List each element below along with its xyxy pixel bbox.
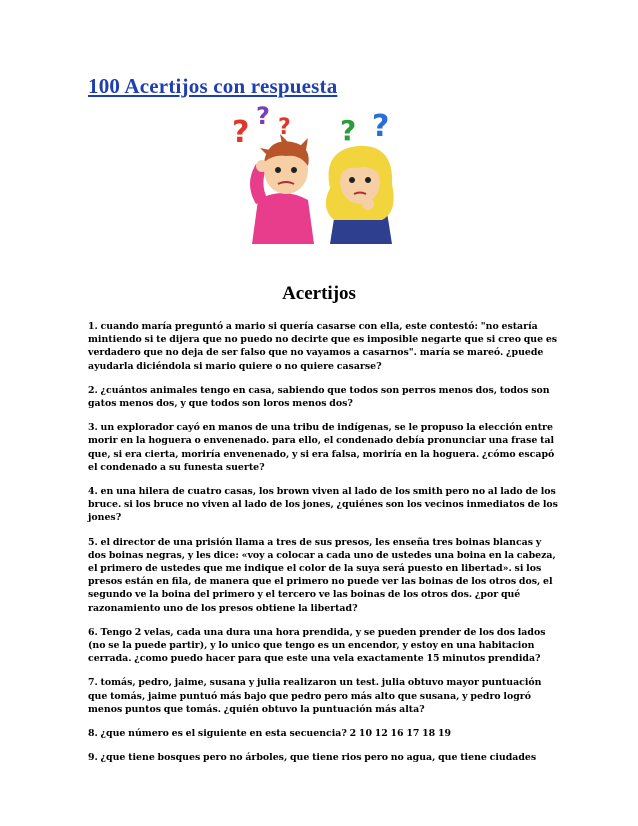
svg-text:?: ? [340, 114, 357, 147]
riddle-item: 5. el director de una prisión llama a tres de sus presos, les enseña tres boinas blancas y dos boinas negras, y les dice: «voy a colocar a cada uno de ustedes una boina en la cabeza, el primero de ustedes que me indique el color de la suya será puesto en libertad». si los presos están en fila, de manera que el primero no puede ver las boinas de los otros dos, el segundo ve la boina del primero y el tercero ve las boinas de los otros dos. ¿por qué razonamiento uno de los presos obtiene la libertad? [88, 536, 556, 614]
riddle-item: 1. cuando maría preguntó a mario si quería casarse con ella, este contestó: "no estaría mintiendo si te dijera que no puedo no decirte que es imposible negarte que si creo que es verdadero que no deja de ser falso que no vayamos a casarnos". maría se mareó. ¿puede ayudarla diciéndola si mario quiere o no quiere casarse? [88, 321, 558, 372]
riddle-item: 3. un explorador cayó en manos de una tribu de indígenas, se le propuso la elección entre morir en la hoguera o envenenado. para ello, el condenado debía pronunciar una frase tal que, si era cierta, moriría envenenado, y si era falsa, moriría en la hoguera. ¿cómo escapó el condenado a su funesta suerte? [88, 422, 555, 473]
svg-text:?: ? [232, 115, 250, 150]
riddle-list [88, 320, 560, 775]
section-heading: Acertijos [282, 283, 356, 304]
riddle-item: 7. tomás, pedro, jaime, susana y julia realizaron un test. julia obtuvo mayor puntuación que tomás, jaime puntuó más bajo que pedro pero más alto que susana, y pedro logró menos puntos que tomás. ¿quién obtuvo la puntuación más alta? [88, 677, 542, 715]
riddle-item: 8. ¿que número es el siguiente en esta secuencia? 2 10 12 16 17 18 19 [88, 728, 452, 740]
riddle-item: 9. ¿que tiene bosques pero no árboles, que tiene rios pero no agua, que tiene ciudades [88, 752, 537, 764]
page-title[interactable]: 100 Acertijos con respuesta [88, 74, 338, 98]
riddle-item: 4. en una hilera de cuatro casas, los brown viven al lado de los smith pero no al lado de los bruce. si los bruce no viven al lado de los jones, ¿quiénes son los vecinos inmediatos de los jones? [88, 486, 558, 524]
confused-kids-icon [222, 104, 418, 244]
svg-text:?: ? [256, 104, 270, 130]
svg-text:?: ? [278, 115, 291, 140]
svg-text:?: ? [372, 109, 390, 144]
riddle-item: 6. Tengo 2 velas, cada una dura una hora prendida, y se pueden prender de los dos lados (no se la puede partir), y lo unico que tengo es un encendor, y estoy en una habitacion cerrada. ¿como puedo hacer para que este una vela exactamente 15 minutos prendida? [88, 626, 546, 665]
riddle-item: 2. ¿cuántos animales tengo en casa, sabiendo que todos son perros menos dos, todos son gatos menos dos, y que todos son loros menos dos? [88, 384, 550, 410]
